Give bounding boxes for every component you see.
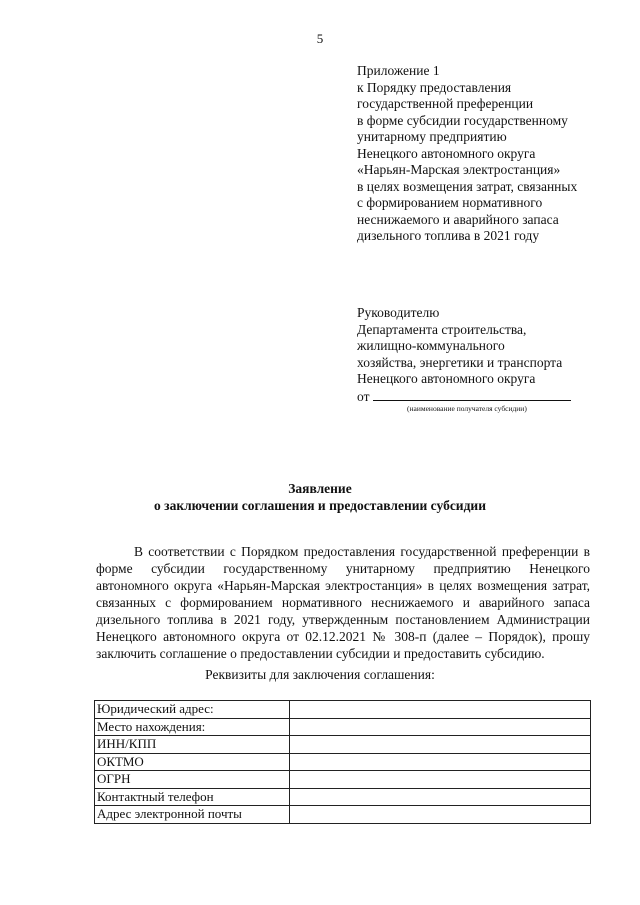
row-value[interactable] [290, 771, 591, 789]
addressee-line: жилищно-коммунального [357, 338, 505, 353]
row-label: ОГРН [95, 771, 290, 789]
appendix-line: в целях возмещения затрат, связанных [357, 178, 578, 194]
addressee-line: Департамента строительства, [357, 321, 527, 337]
appendix-line: унитарному предприятию [357, 129, 507, 144]
row-label: Контактный телефон [95, 788, 290, 806]
table-row [95, 771, 591, 789]
row-value[interactable] [290, 701, 591, 719]
appendix-line: «Нарьян-Марская электростанция» [357, 162, 561, 177]
addressee-line: Ненецкого автономного округа [357, 371, 536, 386]
appendix-line: к Порядку предоставления [357, 79, 512, 95]
body-paragraph-text: В соответствии с Порядком предоставления государственной преференции в форме субсидии государственному унитарному предприятию Ненецкого автономного округа «Нарьян-Марская электростанция» в целях возмещения затрат, связанных с формированием нормативного неснижаемого и аварийного запаса дизельного топлива в 2021 году, утвержденным постановлением Администрации Ненецкого автономного округа от 02.12.2021 № 308-п (далее – Порядок), прошу заключить соглашение о предоставлении субсидии и предоставить субсидию. [96, 544, 590, 661]
appendix-line: в форме субсидии государственному [357, 112, 568, 128]
body-paragraph [96, 543, 590, 662]
row-label: Адрес электронной почты [95, 806, 290, 824]
document-title: Заявление [288, 481, 352, 496]
appendix-line: дизельного топлива в 2021 году [357, 228, 540, 243]
from-label: от [357, 388, 370, 404]
table-row [95, 701, 591, 719]
row-value[interactable] [290, 753, 591, 771]
table-row [95, 718, 591, 736]
appendix-line: с формированием нормативного [357, 195, 543, 210]
appendix-line: неснижаемого и аварийного запаса [357, 211, 559, 227]
row-label: Место нахождения: [95, 718, 290, 736]
appendix-line: Приложение 1 [357, 63, 440, 78]
table-row [95, 753, 591, 771]
row-value[interactable] [290, 806, 591, 824]
recipient-caption: (наименование получателя субсидии) [407, 403, 527, 413]
table-row [95, 788, 591, 806]
row-label: Юридический адрес: [95, 701, 290, 719]
addressee-block [357, 305, 571, 413]
appendix-block [357, 63, 577, 245]
recipient-name-blank[interactable] [373, 388, 571, 401]
from-line [357, 388, 571, 413]
row-value[interactable] [290, 736, 591, 754]
row-value[interactable] [290, 788, 591, 806]
table-row [95, 736, 591, 754]
addressee-line: Руководителю [357, 305, 440, 320]
row-label: ОКТМО [95, 753, 290, 771]
table-caption: Реквизиты для заключения соглашения: [205, 667, 435, 682]
page-number: 5 [316, 31, 324, 46]
appendix-line: Ненецкого автономного округа [357, 145, 536, 161]
table-row [95, 806, 591, 824]
row-value[interactable] [290, 718, 591, 736]
appendix-line: государственной преференции [357, 96, 534, 111]
requisites-table [94, 700, 591, 824]
document-subtitle: о заключении соглашения и предоставлении субсидии [154, 498, 486, 513]
row-label: ИНН/КПП [95, 736, 290, 754]
addressee-line: хозяйства, энергетики и транспорта [357, 354, 563, 370]
